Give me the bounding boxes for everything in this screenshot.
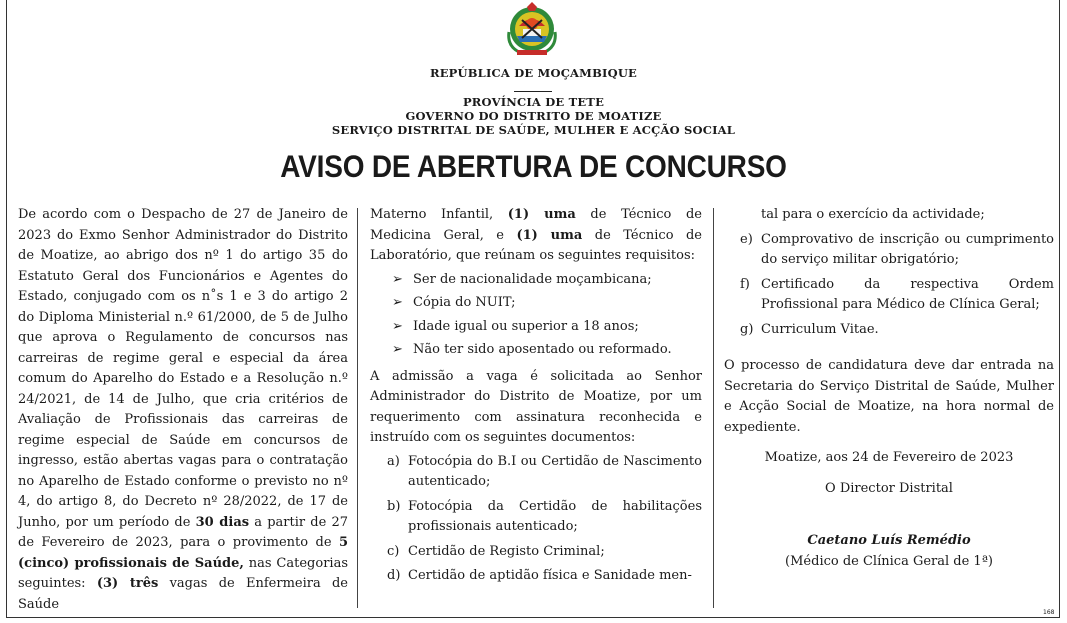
list-item: a) Fotocópia do B.I ou Certidão de Nascimento autenticado; [387,453,702,489]
list-item: d) Certidão de aptidão física e Sanidade men- [387,568,692,583]
column-1 [18,205,348,615]
header-separator [514,91,552,92]
column-divider [713,208,714,608]
list-item: g) Curriculum Vitae. [740,321,879,337]
page-title: AVISO DE ABERTURA DE CONCURSO [280,149,787,184]
intro-paragraph: De acordo com o Despacho de 27 de Janeiro de 2023 do Exmo Senhor Administrador do Distrito de Moatize, ao abrigo dos nº 1 do artigo 35 do Estatuto Geral dos Funcionários e Agentes do Estado, conjugado com os n˚s 1 e 3 do artigo 2 do Diploma Ministerial n.º 61/2000, de 5 de Julho que aprova o Regulamento de concursos nas carreiras de regime geral e especial da área comum do Aparelho do Estado e a Resolução n.º 24/2021, de 14 de Julho, que cria critérios de Avaliação de Profissionais das carreiras de regime especial de Saúde em concursos de ingresso, estão abertas vagas para o contratação no Aparelho de Estado conforme o previsto no nº 4, do artigo 8, do Decreto nº 28/2022, de 17 de Junho, por um período de 30 dias a partir de 27 de Fevereiro de 2023, para o provimento de 5 (cinco) profissionais de Saúde, nas Categorias seguintes: (3) três vagas de Enfermeira de Saúde [18,207,348,612]
header-service: SERVIÇO DISTRITAL DE SAÚDE, MULHER E ACÇÃO SOCIAL [331,123,736,137]
process-paragraph: O processo de candidatura deve dar entrada na Secretaria do Serviço Distrital de Saúde, Mulher e Acção Social de Moatize, na hora normal de expediente. [724,358,1054,435]
requirements-list [370,270,702,361]
arrow-bullet-icon: ➢ [392,318,403,334]
page-number: 168 [1043,609,1055,616]
column-2 [370,205,702,591]
list-item: c) Certidão de Registo Criminal; [387,543,605,559]
column-divider [357,208,358,608]
header-government: GOVERNO DO DISTRITO DE MOATIZE [405,109,662,123]
documents-list-continued [724,230,1054,341]
vacancies-paragraph: Materno Infantil, (1) uma de Técnico de Medicina Geral, e (1) uma de Técnico de Laboratório, que reúnam os seguintes requisitos: [370,207,703,263]
list-item: ➢ Ser de nacionalidade moçambicana; [370,270,702,291]
arrow-bullet-icon: ➢ [392,271,403,287]
mozambique-emblem-icon [505,2,559,58]
admission-paragraph: A admissão a vaga é solicitada ao Senhor Administrador do Distrito de Moatize, por um requerimento com assinatura reconhecida e instruído com os seguintes documentos: [370,368,702,445]
list-item: ➢ Não ter sido aposentado ou reformado. [370,340,702,361]
place-date: Moatize, aos 24 de Fevereiro de 2023 [764,450,1014,465]
signatory-role: O Director Distrital [825,480,953,496]
arrow-bullet-icon: ➢ [392,295,403,310]
documents-list [370,452,702,587]
list-item: b) Fotocópia da Certidão de habilitações profissionais autenticado; [387,498,702,534]
header-republic: REPÚBLICA DE MOÇAMBIQUE [429,66,638,80]
header-province: PROVÍNCIA DE TETE [462,95,605,109]
signatory-title: (Médico de Clínica Geral de 1ª) [785,553,993,569]
list-item: ➢ Idade igual ou superior a 18 anos; [370,317,702,338]
list-item: e) Comprovativo de inscrição ou cumprimento do serviço militar obrigatório; [740,231,1054,267]
list-item: f) Certificado da respectiva Ordem Profissional para Médico de Clínica Geral; [740,276,1054,312]
column-3 [724,205,1054,572]
signatory-name: Caetano Luís Remédio [807,533,971,548]
document-continuation: tal para o exercício da actividade; [761,207,985,222]
list-item: ➢ Cópia do NUIT; [370,293,702,314]
arrow-bullet-icon: ➢ [392,342,403,357]
